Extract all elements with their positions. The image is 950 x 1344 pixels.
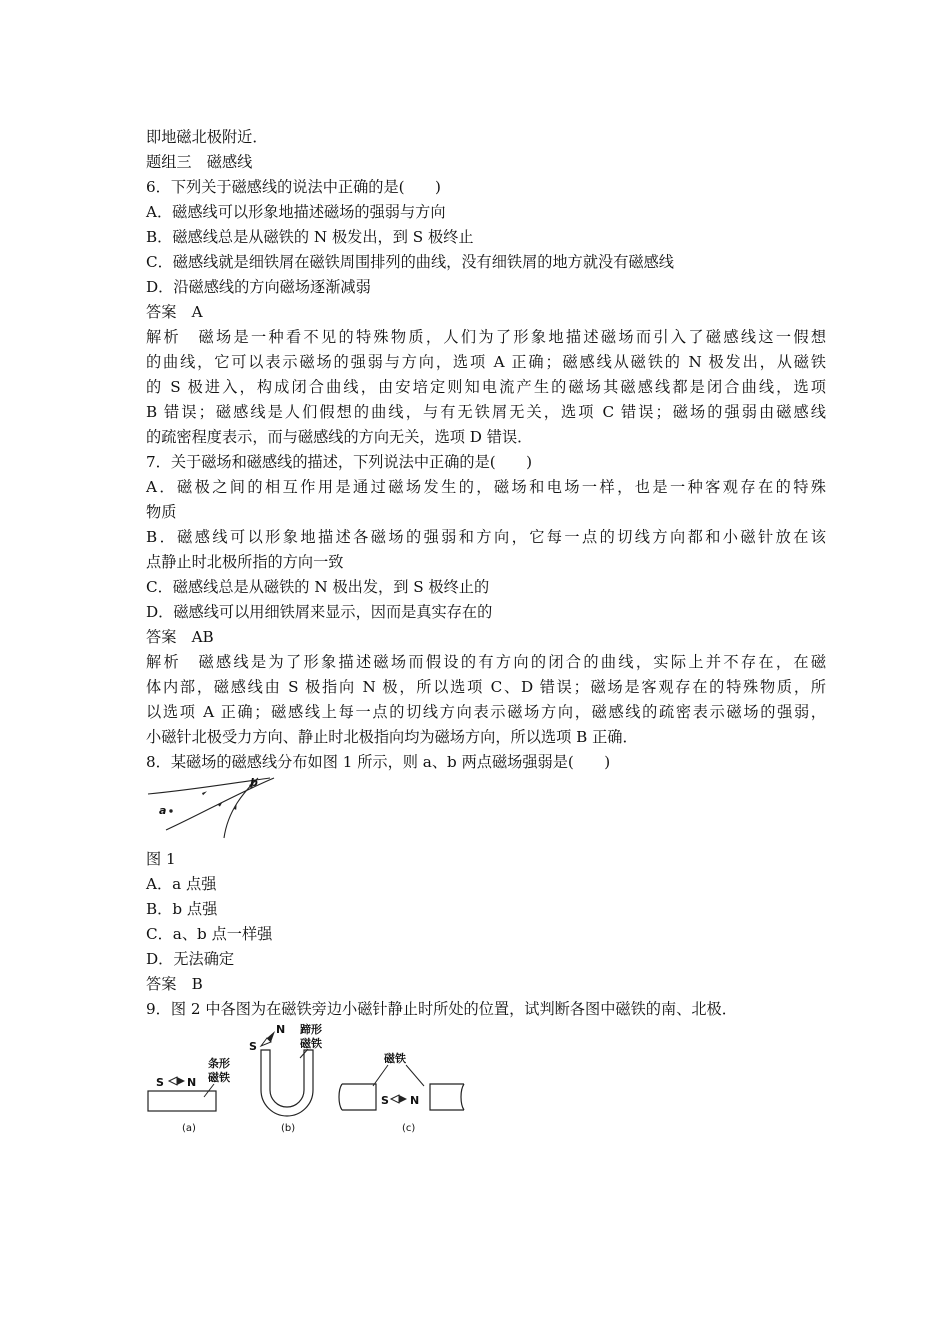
question-6-explanation: 的 S 极进入，构成闭合曲线，由安培定则知电流产生的磁场其磁感线都是闭合曲线，选项 [146, 378, 826, 396]
question-7-explanation: 解析 磁感线是为了形象描述磁场而假设的有方向的闭合的曲线，实际上并不存在，在磁 [146, 653, 826, 671]
question-8-option-b: B．b 点强 [146, 900, 218, 918]
figure-2b-caption: (b) [281, 1123, 296, 1134]
question-6-answer: 答案 A [146, 303, 203, 321]
figure-2c-caption: (c) [402, 1123, 416, 1134]
question-6-stem: 6．下列关于磁感线的说法中正确的是( ) [146, 178, 441, 196]
needle-n-label: N [410, 1094, 420, 1107]
figure-2c-two-magnets [339, 1051, 464, 1134]
question-8-stem: 8．某磁场的磁感线分布如图 1 所示，则 a、b 两点磁场强弱是( ) [146, 753, 611, 771]
question-7-option-c: C．磁感线总是从磁铁的 N 极出发，到 S 极终止的 [146, 578, 490, 596]
section-heading: 题组三 磁感线 [146, 153, 253, 171]
question-7-option-b: B．磁感线可以形象地描述各磁场的强弱和方向，它每一点的切线方向都和小磁针放在该 [146, 528, 826, 546]
point-a-label: a [159, 804, 167, 817]
figure-2b-horseshoe-magnet [249, 1022, 323, 1134]
question-7-explanation: 体内部，磁感线由 S 极指向 N 极，所以选项 C、D 错误；磁场是客观存在的特殊物质，所 [146, 678, 826, 696]
needle-s-label: S [381, 1094, 389, 1107]
question-6-explanation: B 错误；磁感线是人们假想的曲线，与有无铁屑无关，选项 C 错误；磁场的强弱由磁感线 [146, 403, 826, 421]
figure-2a-caption: (a) [182, 1123, 196, 1134]
figure-1-caption: 图 1 [146, 850, 176, 868]
question-8-option-d: D．无法确定 [146, 950, 235, 968]
question-6-option-b: B．磁感线总是从磁铁的 N 极发出，到 S 极终止 [146, 228, 474, 246]
question-7-option-a: 物质 [146, 503, 177, 521]
needle-n-label: N [276, 1023, 286, 1036]
question-7-explanation: 以选项 A 正确；磁感线上每一点的切线方向表示磁场方向，磁感线的疏密表示磁场的强弱， [146, 703, 826, 721]
text-line: 即地磁北极附近． [146, 128, 268, 146]
magnet-label: 蹄形 [300, 1023, 322, 1036]
question-7-explanation: 小磁针北极受力方向、静止时北极指向均为磁场方向，所以选项 B 正确． [146, 728, 638, 746]
question-6-explanation: 的疏密程度表示，而与磁感线的方向无关，选项 D 错误． [146, 428, 533, 446]
figure-1-field-lines [146, 774, 276, 846]
point-b-label: b [250, 776, 258, 789]
question-8-answer: 答案 B [146, 975, 203, 993]
question-7-option-d: D．磁感线可以用细铁屑来显示，因而是真实存在的 [146, 603, 493, 621]
question-6-option-a: A．磁感线可以形象地描述磁场的强弱与方向 [146, 203, 446, 221]
needle-s-label: S [156, 1076, 164, 1089]
needle-s-label: S [249, 1040, 257, 1053]
figure-2-magnets [140, 1018, 470, 1138]
question-6-option-d: D．沿磁感线的方向磁场逐渐减弱 [146, 278, 371, 296]
question-7-option-a: A．磁极之间的相互作用是通过磁场发生的，磁场和电场一样，也是一种客观存在的特殊 [146, 478, 826, 496]
question-7-answer: 答案 AB [146, 628, 214, 646]
point-a-dot [169, 809, 172, 812]
needle-n-label: N [187, 1076, 197, 1089]
magnet-label: 条形 [208, 1057, 230, 1070]
magnet-label: 磁铁 [208, 1071, 230, 1084]
question-7-option-b: 点静止时北极所指的方向一致 [146, 553, 344, 571]
magnet-label: 磁铁 [300, 1037, 322, 1050]
question-6-explanation: 的曲线，它可以表示磁场的强弱与方向，选项 A 正确；磁感线从磁铁的 N 极发出，从磁铁 [146, 353, 826, 371]
question-7-stem: 7．关于磁场和磁感线的描述，下列说法中正确的是( ) [146, 453, 533, 471]
question-6-option-c: C．磁感线就是细铁屑在磁铁周围排列的曲线，没有细铁屑的地方就没有磁感线 [146, 253, 674, 271]
figure-2a-bar-magnet [148, 1056, 231, 1134]
question-9-stem: 9．图 2 中各图为在磁铁旁边小磁针静止时所处的位置，试判断各图中磁铁的南、北极． [146, 1000, 737, 1018]
question-6-explanation: 解析 磁场是一种看不见的特殊物质，人们为了形象地描述磁场而引入了磁感线这一假想 [146, 328, 826, 346]
question-8-option-c: C．a、b 点一样强 [146, 925, 273, 943]
magnet-label: 磁铁 [384, 1052, 406, 1065]
question-8-option-a: A．a 点强 [146, 875, 217, 893]
